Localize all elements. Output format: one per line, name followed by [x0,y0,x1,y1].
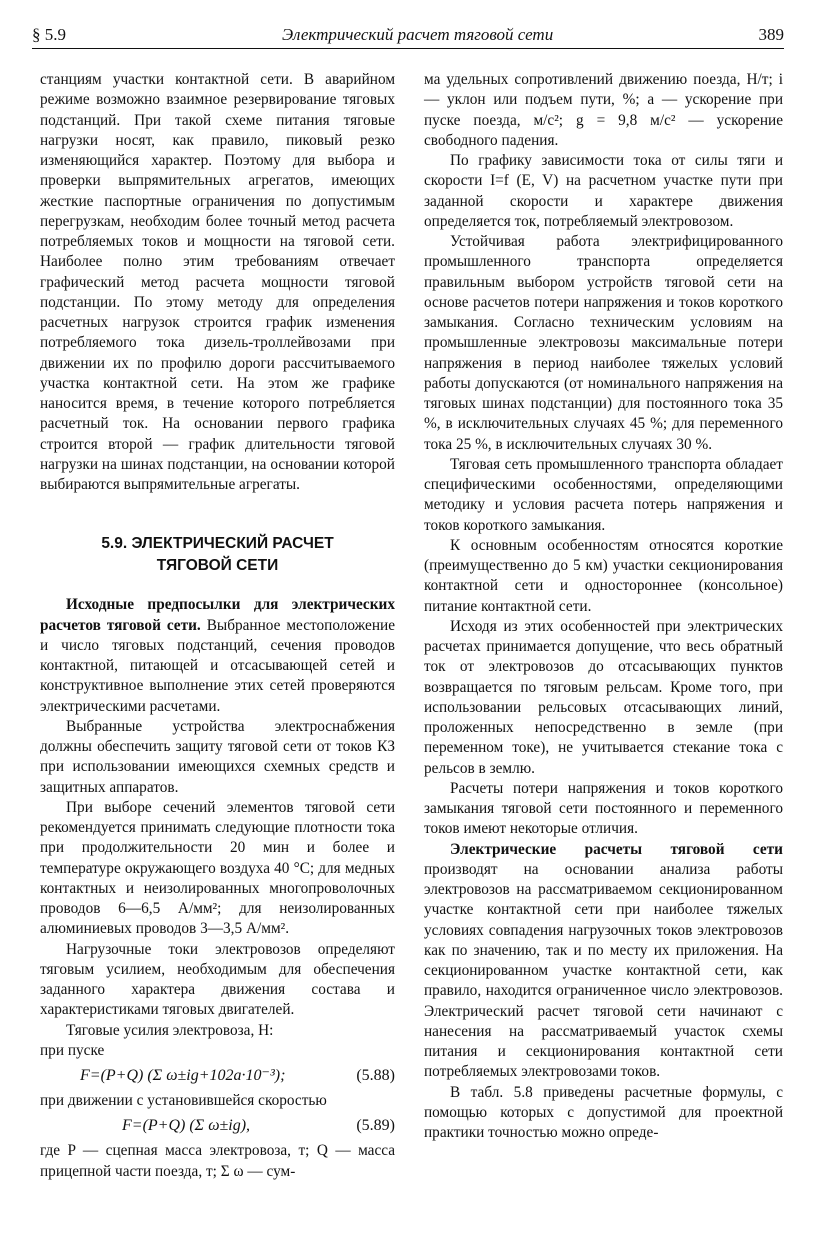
section-heading-line: 5.9. ЭЛЕКТРИЧЕСКИЙ РАСЧЕТ [101,535,334,553]
formula-text: F=(P+Q) (Σ ω±ig), [122,1117,251,1135]
formula-number: (5.89) [356,1117,395,1135]
running-title: Электрический расчет тяговой сети [282,25,554,44]
section-heading [40,533,395,577]
run-in-heading: Исходные предпосылки для электрических расчетов тяговой сети. [40,596,395,634]
formula [40,1111,395,1141]
paragraph: Устойчивая работа электрифицированного промышленного транспорта определяется правильным выбором устройств тяговой сети на основе расчетов потери напряжения и токов короткого замыкания. Согласно техническим условиям на промышленные электровозы максимальные потери напряжения в период наиболее тяжелых условий работы допускаются (от номинального напряжения на тяговых шинах подстанции) для постоянного тока 35 %, в исключительных случаях 45 %; для переменного тока 25 %, в исключительных случаях 30 %. [424,233,783,453]
paragraph: В табл. 5.8 приведены расчетные формулы, с помощью которых с допустимой для проектной практики точностью можно опреде- [424,1083,783,1141]
paragraph: Выбранные устройства электроснабжения должны обеспечить защиту тяговой сети от токов КЗ при использовании имеющихся схемных средств и защитных аппаратов. [40,717,395,796]
formula-number: (5.88) [356,1067,395,1084]
page-number: 389 [758,25,784,44]
formula [40,1061,395,1091]
paragraph [40,595,395,717]
formula-text: F=(P+Q) (Σ ω±ig+102a·10⁻³); [80,1067,286,1084]
paragraph: станциям участки контактной сети. В аварийном режиме возможно взаимное резервирование тяговых подстанций. При такой схеме питания тяговые нагрузки носят, как правило, пиковый резко изменяющийся характер. Поэтому для выбора и проверки выпрямительных агрегатов, имеющих жесткие паспортные ограничения по допустимым перегрузкам, необходим более точный метод расчета потребляемых токов и мощности на тяговой сети. Наиболее полно этим требованиям отвечает графический метод расчета мощности тяговой подстанции. По этому методу для определения расчетных нагрузок строится график изменения потребляемого тока дизель-троллейвозами при движении их по профилю дороги рассчитываемого участка контактной сети. На этом же графике наносится время, в течение которого потребляется расчетный ток. На основании первого графика строится второй — график длительности тяговой нагрузки на шинах подстанции, на основании которой выбираются выпрямительные агрегаты. [40,71,395,493]
section-heading-line: ТЯГОВОЙ СЕТИ [156,557,279,575]
paragraph: Расчеты потери напряжения и токов короткого замыкания тяговой сети постоянного и переменного токов имеют некоторые отличия. [424,779,783,838]
paragraph: По графику зависимости тока от силы тяги и скорости I=f (E, V) на расчетном участке пути при заданной скорости и характере движения определяется ток, потребляемый электровозом. [424,152,783,230]
paragraph: Нагрузочные токи электровозов определяют тяговым усилием, необходимым для обеспечения заданного характера движения состава и характеристиками тяговых двигателей. [40,940,395,1019]
page-header [32,20,784,49]
paragraph: Исходя из этих особенностей при электрических расчетах принимается допущение, что весь обратный ток от электровозов до отсасывающих пунктов возвращается по тяговым рельсам. Кроме того, при использовании рельсовых отсасывающих линий, проложенных непосредственно в земле (при переменном токе), не учитывается стекание тока с рельсов в землю. [424,617,783,777]
paragraph: при движении с установившейся скоростью [40,1092,327,1109]
paragraph: где P — сцепная масса электровоза, т; Q — масса прицепной части поезда, т; Σ ω — сум- [40,1142,395,1180]
right-column [424,70,783,1143]
paragraph [424,840,783,1083]
paragraph: Тяговые усилия электровоза, Н: [66,1021,274,1039]
paragraph: К основным особенностям относятся короткие (преимущественно до 5 км) участки секционирования контактной сети и одностороннее (консольное) питание контактной сети. [424,536,783,615]
paragraph: ма удельных сопротивлений движению поезда, Н/т; i — уклон или подъем пути, %; a — ускорение при пуске поезда, м/с²; g = 9,8 м/с² — ускорение свободного падения. [424,71,783,149]
left-column [40,70,395,1182]
section-number: § 5.9 [32,25,66,44]
paragraph: при пуске [40,1041,105,1059]
run-in-heading: Электрические расчеты тяговой сети [450,840,783,858]
paragraph: Тяговая сеть промышленного транспорта обладает специфическими особенностями, определяющими методику и условия расчета потерь напряжения и токов короткого замыкания. [424,455,783,534]
paragraph-text: производят на основании анализа работы электровозов на рассматриваемом секционированном участке контактной сети при наиболее тяжелых условиях совпадения нагрузочных токов электровозов как по значению, так и по месту их приложения. На секционированном участке контактной сети, как правило, находится ограниченное число электровозов. Электрический расчет тяговой сети начинают с нанесения на рассматриваемый участок схемы питания и секционирования контактной сети потребляемых электровозами токов. [424,860,783,1081]
paragraph: При выборе сечений элементов тяговой сети рекомендуется принимать следующие плотности тока при продолжительности 20 мин и более и температуре окружающего воздуха 40 °С; для медных контактных и неизолированных многопроволочных проводов 6—6,5 А/мм²; для неизолированных алюминиевых проводов 3—3,5 А/мм². [40,798,395,938]
paragraph-text: Выбранное местоположение и число тяговых подстанций, сечения проводов контактной, питающей и отсасывающей сетей и конструктивное выполнение этих сетей проверяются электрическими расчетами. [40,616,395,715]
